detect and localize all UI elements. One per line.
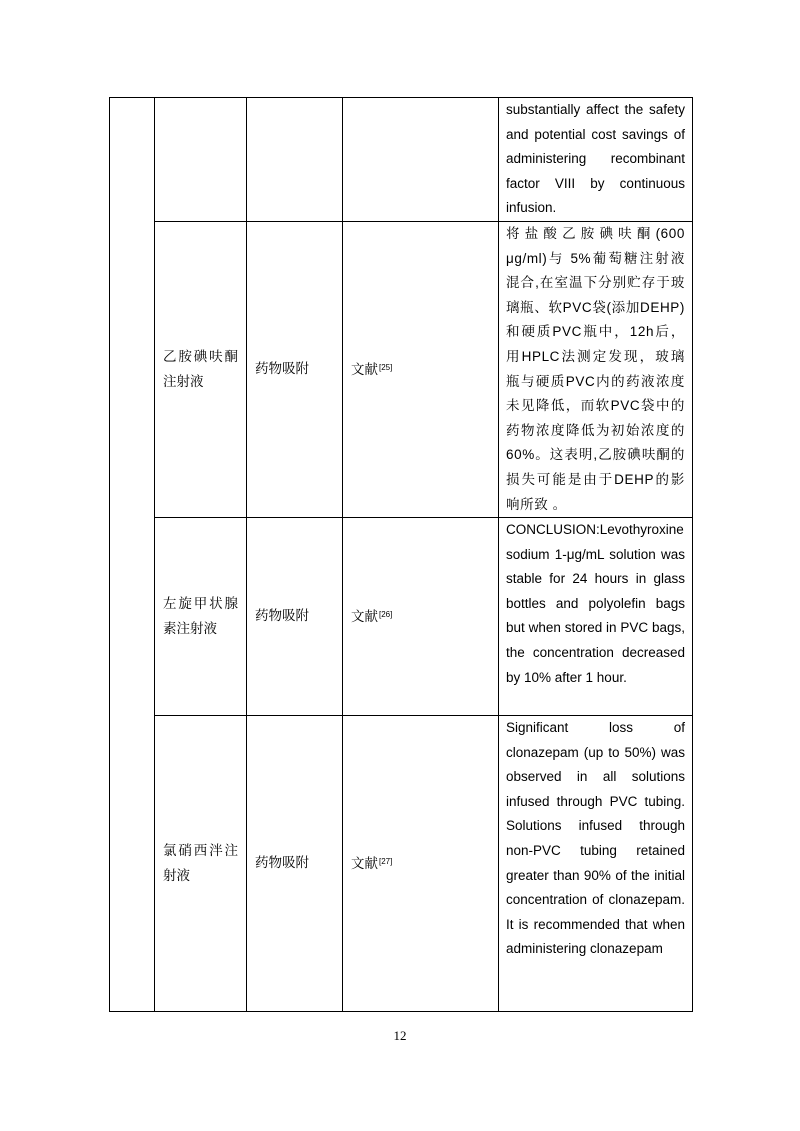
reference-number: [27]: [379, 857, 393, 867]
description-cell: [499, 98, 693, 222]
drug-name-cell: [155, 221, 247, 517]
issue-type-cell: [247, 518, 343, 716]
document-table: [109, 97, 693, 1012]
reference: [343, 850, 498, 877]
reference-label: 文献: [351, 856, 378, 872]
table-row: [110, 221, 693, 517]
description: Significant loss of clonazepam (up to 50%) was observed in all solutions infused through PVC tubing. Solutions infused through non-PVC tubing retained greater than 90% of the initial concentration of clonazepam. It is recommended that when administering clonazepam: [506, 720, 685, 957]
issue-type: 药物吸附: [255, 361, 309, 377]
drug-name: 乙胺碘呋酮注射液: [163, 348, 238, 389]
reference: [343, 98, 498, 125]
description: substantially affect the safety and potential cost savings of administering recombinant factor VIII by continuous infusion.: [506, 102, 685, 216]
reference-cell: [343, 518, 499, 716]
table-row: [110, 518, 693, 716]
issue-type-cell: [247, 98, 343, 222]
reference-cell: [343, 221, 499, 517]
reference: [343, 356, 498, 383]
issue-type-cell: [247, 716, 343, 1012]
drug-name-cell: [155, 98, 247, 222]
description-cell: [499, 518, 693, 716]
issue-type: 药物吸附: [255, 855, 309, 871]
drug-name-cell: [155, 716, 247, 1012]
table-row: [110, 716, 693, 1012]
drug-name: 左旋甲状腺素注射液: [163, 596, 238, 636]
description-cell: [499, 716, 693, 1012]
description: CONCLUSION:Levothyroxine sodium 1-μg/mL solution was stable for 24 hours in glass bottles and polyolefin bags but when stored in PVC bags, the concentration decreased by 10% after 1 hour.: [506, 522, 685, 685]
table-row: [110, 98, 693, 222]
category-cell: [110, 98, 155, 1012]
issue-type: 药物吸附: [255, 608, 309, 624]
description: 将盐酸乙胺碘呋酮(600 μg/ml)与 5%葡萄糖注射液混合,在室温下分别贮存于玻璃瓶、软PVC袋(添加DEHP)和硬质PVC瓶中，12h后，用HPLC法测定发现，玻璃瓶与硬质PVC内的药液浓度未见降低，而软PVC袋中的药物浓度降低为初始浓度的60%。这表明,乙胺碘呋酮的损失可能是由于DEHP的影响所致 。: [506, 225, 685, 512]
description-cell: [499, 221, 693, 517]
reference-number: [26]: [379, 610, 393, 620]
issue-type-cell: [247, 221, 343, 517]
drug-name: 氯硝西泮注射液: [163, 843, 238, 883]
reference-label: 文献: [351, 362, 378, 378]
reference-label: 文献: [351, 609, 378, 625]
reference: [343, 603, 498, 630]
reference-cell: [343, 98, 499, 222]
reference-cell: [343, 716, 499, 1012]
page-number: 12: [393, 1028, 407, 1043]
drug-name-cell: [155, 518, 247, 716]
reference-number: [25]: [379, 363, 393, 373]
